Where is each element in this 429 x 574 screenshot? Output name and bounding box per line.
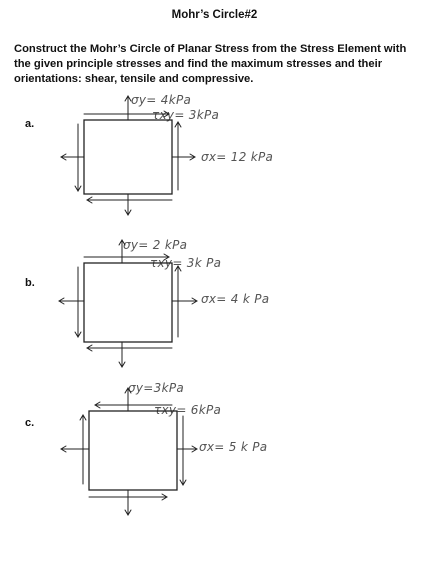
tau-xy-label-a: τxy= 3kPa: [152, 108, 220, 122]
stress-element-c: [0, 378, 429, 528]
stress-element-a: [0, 85, 429, 220]
stress-element-square-a: [84, 120, 172, 194]
sigma-y-label-a: σy= 4kPa: [131, 93, 192, 107]
stress-element-b: [0, 233, 429, 373]
stress-element-square-b: [84, 263, 172, 342]
stress-element-square-c: [89, 411, 177, 490]
tau-xy-label-c: τxy= 6kPa: [154, 403, 222, 417]
sigma-x-label-a: σx= 12 kPa: [201, 150, 274, 164]
part-label-b: b.: [25, 277, 35, 289]
tau-xy-label-b: τxy= 3k Pa: [150, 256, 222, 270]
sigma-y-label-b: σy= 2 kPa: [123, 238, 188, 252]
sigma-x-label-b: σx= 4 k Pa: [201, 292, 270, 306]
part-label-c: c.: [25, 417, 35, 429]
page-title: Mohr’s Circle#2: [171, 9, 258, 21]
problem-instructions: Construct the Mohr’s Circle of Planar Stress from the Stress Element with the given principle stresses and find the maximum stresses and their orientations: shear, tensile and compressive.: [14, 43, 407, 85]
part-label-a: a.: [25, 118, 35, 130]
sigma-y-label-c: σy=3kPa: [128, 381, 185, 395]
sigma-x-label-c: σx= 5 k Pa: [199, 440, 268, 454]
